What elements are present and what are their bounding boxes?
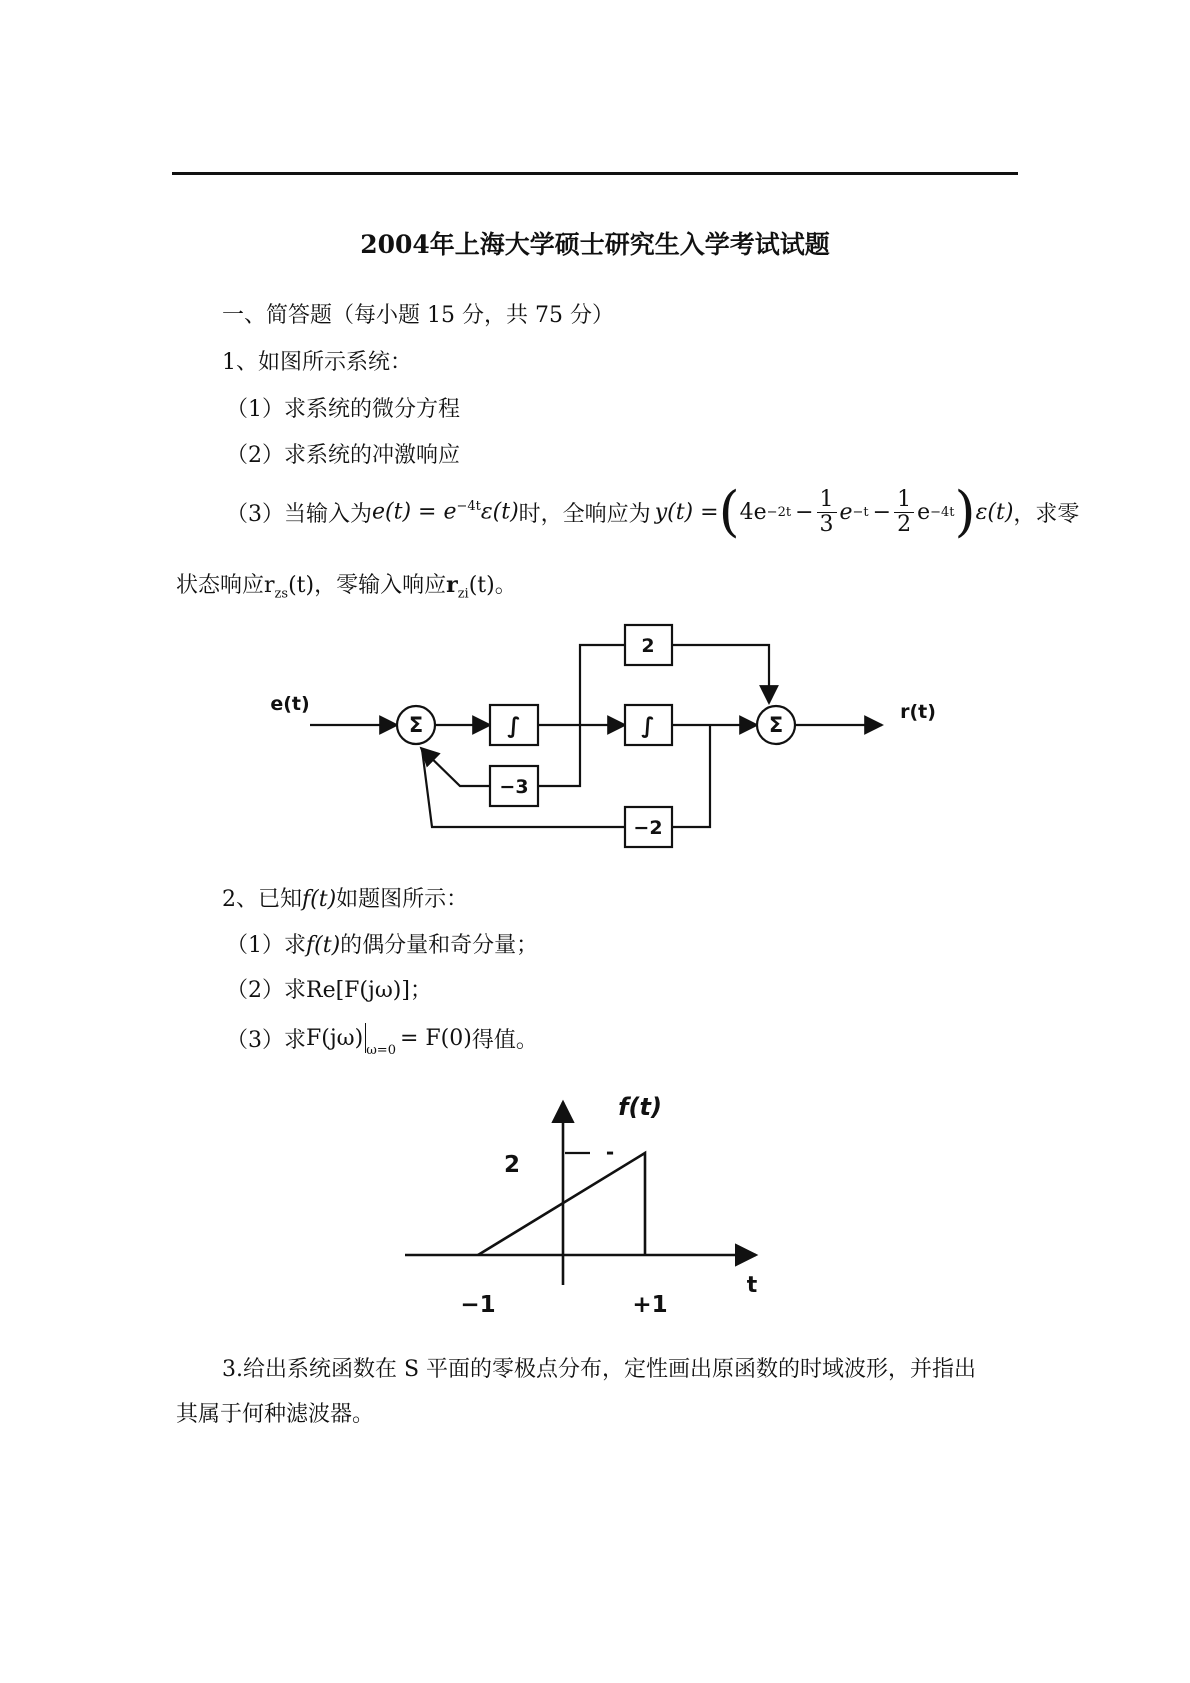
gain-2-label: 2 — [641, 635, 655, 657]
question-1-part-3-continued: 状态响应$r_{zs}(t)$，零输入响应$r_{zi}(t)$。 — [176, 572, 517, 602]
sum-symbol-2: Σ — [768, 713, 784, 737]
question-3-line-2: 其属于何种滤波器。 — [176, 1402, 375, 1427]
gain-neg3-label: −3 — [499, 776, 529, 798]
graph-y-label: f(t) — [618, 1093, 662, 1121]
fraction-one-third: $\frac{1}{3}$ — [817, 488, 837, 537]
integrator-symbol-1: ∫ — [507, 714, 521, 739]
fraction-one-half: $\frac{1}{2}$ — [894, 488, 914, 537]
output-label: r(t) — [900, 701, 936, 723]
input-expression: $e(t) = e^{-4t}\varepsilon(t)$ — [372, 499, 519, 525]
graph-dash: - — [605, 1140, 615, 1164]
question-2-stem: 2、已知f(t)如题图所示： — [222, 887, 469, 912]
zero-input-response: $r_{zi}(t)$ — [446, 572, 495, 602]
integrator-symbol-2: ∫ — [641, 714, 655, 739]
graph-tick-neg1: −1 — [460, 1292, 496, 1318]
question-1-part-1: （1）求系统的微分方程 — [226, 397, 460, 422]
zero-state-response: $r_{zs}(t)$ — [264, 573, 315, 602]
part-3-tail: ，求零 — [1013, 501, 1080, 527]
question-1-stem: 1、如图所示系统： — [222, 350, 412, 375]
graph-x-label: t — [746, 1273, 758, 1298]
gain-neg2-label: −2 — [633, 817, 663, 839]
graph-tick-pos1: +1 — [632, 1292, 668, 1318]
question-2-part-3: （3）求 F(jω) $_{\omega=0}$ = F(0) 得值。 — [226, 1018, 538, 1058]
question-1-part-2: （2）求系统的冲激响应 — [226, 443, 460, 468]
question-2-part-1: （1）求f(t)的偶分量和奇分量； — [226, 933, 539, 958]
graph-tick-2: 2 — [503, 1152, 521, 1178]
question-2-part-2: （2）求Re[F(jω)]； — [226, 978, 432, 1003]
question-3-line-1: 3.给出系统函数在 S 平面的零极点分布，定性画出原函数的时域波形，并指出 — [222, 1357, 977, 1382]
full-response-expression: y(t) = ( 4e −2t − $\frac{1}{3}$ e −t − $\frac{1}{2}$ e −4t ) ε(t) — [654, 480, 1014, 543]
section-heading: 一、简答题（每小题 15 分，共 75 分） — [222, 303, 614, 328]
part-3-lead: （3）当输入为 — [226, 501, 372, 527]
page-title: 2004年上海大学硕士研究生入学考试试题 — [360, 230, 830, 259]
part-3-mid: 时，全响应为 — [518, 501, 651, 527]
input-label: e(t) — [270, 693, 310, 715]
sum-symbol-1: Σ — [408, 713, 424, 737]
